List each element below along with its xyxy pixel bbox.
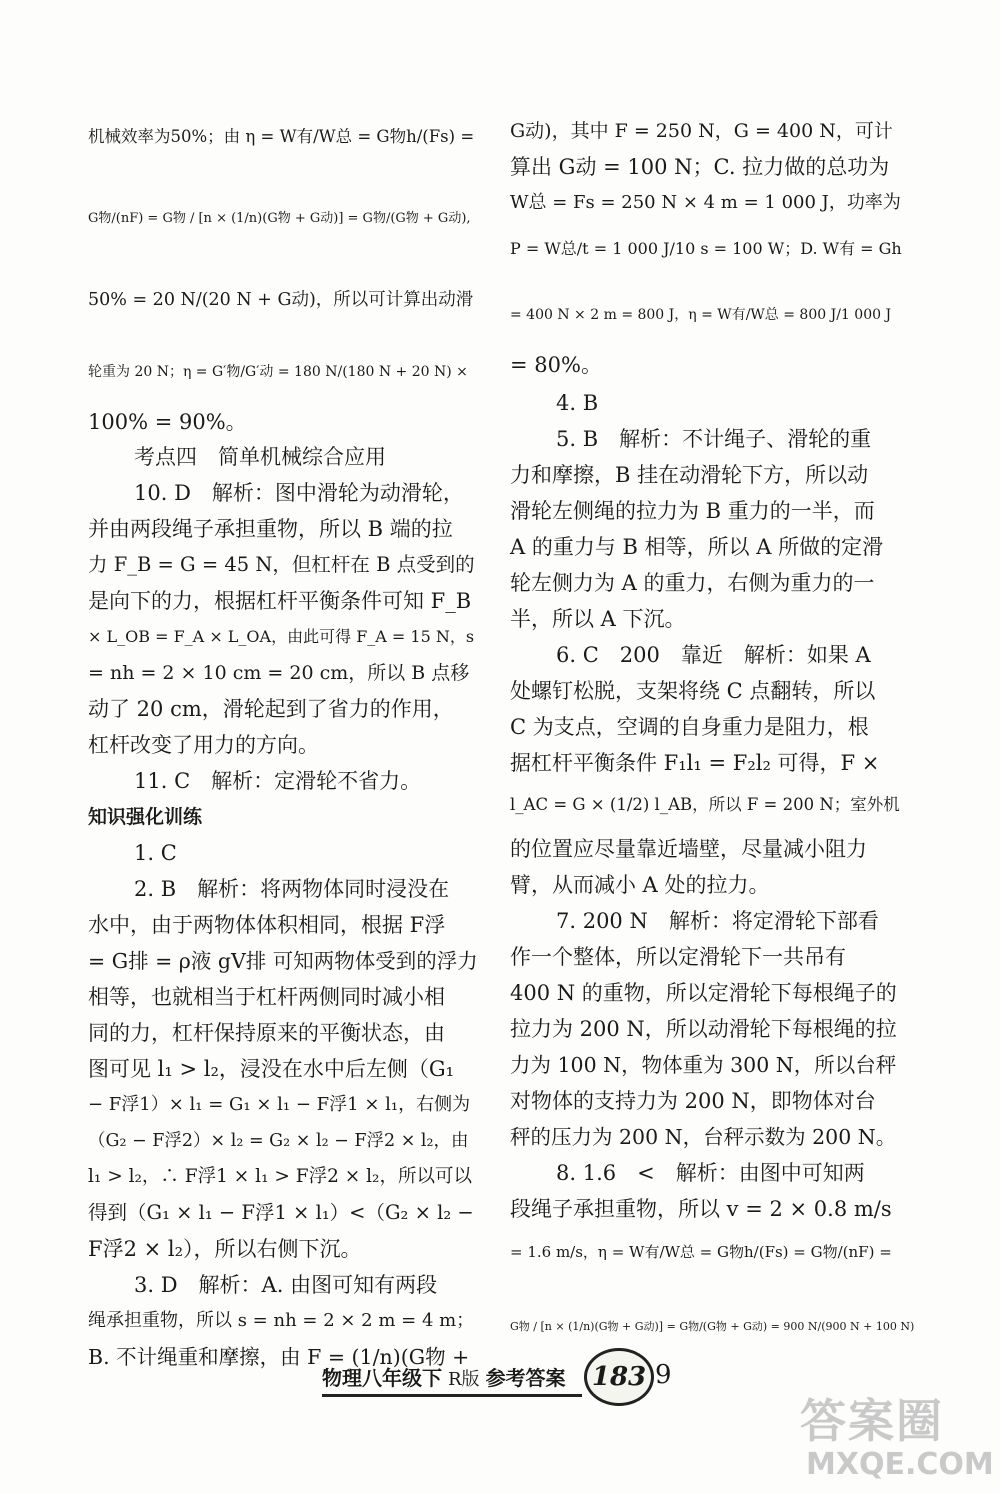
text-line: 拉力为 200 N，所以动滑轮下每根绳的拉 xyxy=(510,1017,897,1041)
footer-section: 参考答案 xyxy=(485,1366,566,1390)
text-line: 2. B 解析：将两物体同时浸没在 xyxy=(134,877,450,901)
text-line: 400 N 的重物，所以定滑轮下每根绳子的 xyxy=(510,981,897,1005)
text-line: 1. C xyxy=(134,841,177,865)
text-line: B. 不计绳重和摩擦，由 F = (1/n)(G物 + xyxy=(88,1345,470,1369)
text-line: 相等，也就相当于杠杆两侧同时减小相 xyxy=(88,985,445,1009)
text-line: = nh = 2 × 10 cm = 20 cm，所以 B 点移 xyxy=(88,662,470,684)
text-line: 5. B 解析：不计绳子、滑轮的重 xyxy=(556,427,872,451)
swirl-ornament-icon: 9 xyxy=(655,1360,672,1390)
text-line: 杠杆改变了用力的方向。 xyxy=(88,733,319,757)
text-line: 10. D 解析：图中滑轮为动滑轮， xyxy=(134,481,464,505)
text-line: G物 / [n × (1/n)(G物 + G动)] = G物/(G物 + G动) = 900 N/(900 N + 100 N) xyxy=(510,1320,915,1333)
footer-rule xyxy=(322,1394,582,1397)
text-line: 并由两段绳子承担重物，所以 B 端的拉 xyxy=(88,517,453,541)
text-line: 半，所以 A 下沉。 xyxy=(510,607,686,631)
text-line: 轮重为 20 N；η = G′物/G′动 = 180 N/(180 N + 20 N) × xyxy=(88,364,468,380)
text-line: 轮左侧力为 A 的重力，右侧为重力的一 xyxy=(510,571,875,595)
text-line: 100% = 90%。 xyxy=(88,410,247,434)
text-line: 得到（G₁ × l₁ − F浮1 × l₁）<（G₂ × l₂ − xyxy=(88,1201,474,1224)
text-line: 50% = 20 N/(20 N + G动)，所以可计算出动滑 xyxy=(88,290,474,310)
text-line: 力 F_B = G = 45 N，但杠杆在 B 点受到的 xyxy=(88,553,475,576)
text-line: W总 = Fs = 250 N × 4 m = 1 000 J，功率为 xyxy=(510,192,901,213)
text-line: 对物体的支持力为 200 N，即物体对台 xyxy=(510,1089,876,1113)
text-line: 力和摩擦，B 挂在动滑轮下方，所以动 xyxy=(510,463,869,487)
text-line: 是向下的力，根据杠杆平衡条件可知 F_B xyxy=(88,589,472,613)
watermark-url: MXQE.COM xyxy=(806,1447,994,1482)
text-line: = G排 = ρ液 gV排 可知两物体受到的浮力 xyxy=(88,949,478,973)
page-number: 183 xyxy=(584,1348,654,1406)
text-line: 算出 G动 = 100 N；C. 拉力做的总功为 xyxy=(510,155,890,179)
text-line: G动)，其中 F = 250 N，G = 400 N，可计 xyxy=(510,120,893,142)
text-line: 绳承担重物，所以 s = nh = 2 × 2 m = 4 m； xyxy=(88,1310,475,1331)
text-line: l₁ > l₂，∴ F浮1 × l₁ > F浮2 × l₂，所以可以 xyxy=(88,1166,472,1187)
footer-label xyxy=(322,1362,566,1391)
text-line: 6. C 200 靠近 解析：如果 A xyxy=(556,643,871,667)
text-line: = 400 N × 2 m = 800 J，η = W有/W总 = 800 J/1 000 J xyxy=(510,307,892,323)
text-line: 作一个整体，所以定滑轮下一共吊有 xyxy=(510,945,846,969)
footer-subject: 物理八年级下 xyxy=(322,1366,442,1390)
section-heading: 知识强化训练 xyxy=(88,806,203,828)
text-line: P = W总/t = 1 000 J/10 s = 100 W；D. W有 = Gh xyxy=(510,239,902,258)
text-line: 的位置应尽量靠近墙壁，尽量减小阻力 xyxy=(510,837,867,861)
text-line: = 80%。 xyxy=(510,353,602,377)
text-line: 图可见 l₁ > l₂，浸没在水中后左侧（G₁ xyxy=(88,1057,455,1081)
text-line: F浮2 × l₂），所以右侧下沉。 xyxy=(88,1237,362,1261)
text-line: G物/(nF) = G物 / [n × (1/n)(G物 + G动)] = G物/(G物 + G动), xyxy=(88,211,471,226)
text-line: 8. 1.6 < 解析：由图中可知两 xyxy=(556,1161,865,1185)
text-line: l_AC = G × (1/2) l_AB，所以 F = 200 N；室外机 xyxy=(510,795,900,814)
text-line: = 1.6 m/s，η = W有/W总 = G物h/(Fs) = G物/(nF) = xyxy=(510,1243,892,1261)
text-line: 据杠杆平衡条件 F₁l₁ = F₂l₂ 可得，F × xyxy=(510,751,880,775)
text-line: 水中，由于两物体体积相同，根据 F浮 xyxy=(88,913,446,937)
footer-edition: R版 xyxy=(448,1369,480,1390)
text-line: 3. D 解析：A. 由图可知有两段 xyxy=(134,1273,438,1297)
watermark xyxy=(800,1385,994,1485)
text-line: 动了 20 cm，滑轮起到了省力的作用， xyxy=(88,697,454,721)
text-line: 7. 200 N 解析：将定滑轮下部看 xyxy=(556,909,879,933)
text-line: × L_OB = F_A × L_OA，由此可得 F_A = 15 N，s xyxy=(88,627,475,646)
page-footer xyxy=(322,1348,672,1418)
text-line: A 的重力与 B 相等，所以 A 所做的定滑 xyxy=(510,535,884,559)
text-line: 段绳子承担重物，所以 v = 2 × 0.8 m/s xyxy=(510,1197,892,1221)
text-line: 力为 100 N，物体重为 300 N，所以台秤 xyxy=(510,1053,897,1077)
text-line: C 为支点，空调的自身重力是阻力，根 xyxy=(510,715,869,739)
text-line: 机械效率为50%；由 η = W有/W总 = G物h/(Fs) = xyxy=(88,127,475,146)
text-line: 处螺钉松脱，支架将绕 C 点翻转，所以 xyxy=(510,679,876,703)
text-line: 臂，从而减小 A 处的拉力。 xyxy=(510,873,770,897)
text-line: 11. C 解析：定滑轮不省力。 xyxy=(134,769,422,793)
text-line: 秤的压力为 200 N，台秤示数为 200 N。 xyxy=(510,1125,897,1149)
text-line: 滑轮左侧绳的拉力为 B 重力的一半，而 xyxy=(510,499,875,523)
text-line: − F浮1）× l₁ = G₁ × l₁ − F浮1 × l₁，右侧为 xyxy=(88,1094,471,1115)
watermark-logo-text: 答案圈 xyxy=(800,1394,944,1448)
text-line: 4. B xyxy=(556,391,599,415)
text-line: （G₂ − F浮2）× l₂ = G₂ × l₂ − F浮2 × l₂，由 xyxy=(88,1131,469,1151)
text-line: 同的力，杠杆保持原来的平衡状态，由 xyxy=(88,1021,445,1045)
section-heading: 考点四 简单机械综合应用 xyxy=(134,445,386,469)
